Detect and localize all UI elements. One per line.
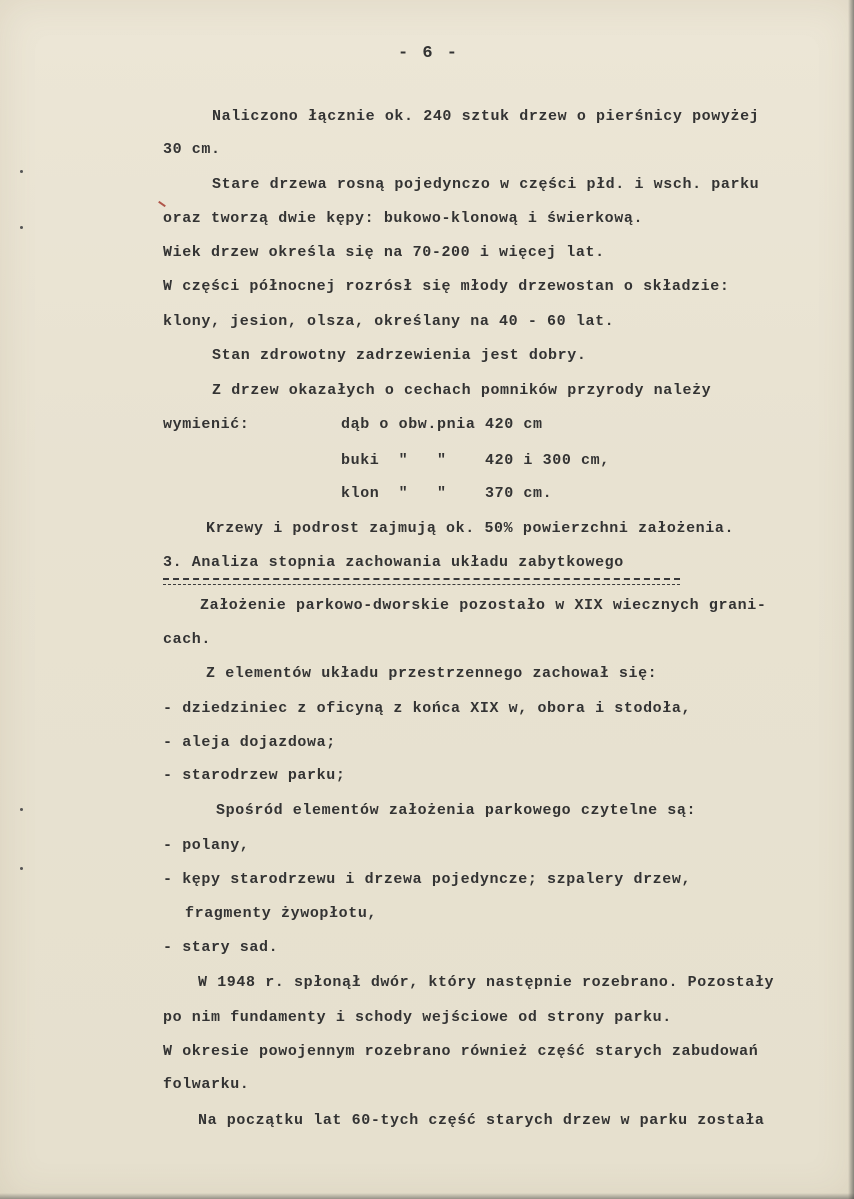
text-line: buki " " 420 i 300 cm, [341, 452, 610, 469]
text-line: Spośród elementów założenia parkowego czytelne są: [216, 802, 697, 819]
section-heading-underline [163, 578, 680, 585]
text-line: Na początku lat 60-tych część starych drzew w parku została [198, 1112, 765, 1129]
margin-dot [20, 867, 23, 870]
text-line: cach. [163, 631, 212, 648]
text-line: Stan zdrowotny zadrzewienia jest dobry. [212, 347, 587, 364]
page-edge-shadow-bottom [0, 1193, 854, 1199]
text-line: klony, jesion, olsza, określany na 40 - 60 lat. [163, 313, 615, 330]
page-edge-shadow-right [848, 0, 854, 1199]
text-line: - kępy starodrzewu i drzewa pojedyncze; szpalery drzew, [163, 871, 692, 888]
text-line: wymienić: [163, 416, 250, 433]
text-line: 30 cm. [163, 141, 221, 158]
text-line: Z elementów układu przestrzennego zachował się: [206, 665, 658, 682]
page-number: - 6 - [398, 44, 460, 63]
text-line: - aleja dojazdowa; [163, 734, 336, 751]
margin-dot [20, 808, 23, 811]
text-line: Krzewy i podrost zajmują ok. 50% powierzchni założenia. [206, 520, 735, 537]
text-line: klon " " 370 cm. [341, 485, 553, 502]
pen-mark [158, 201, 166, 207]
text-line: Naliczono łącznie ok. 240 sztuk drzew o pierśnicy powyżej [212, 108, 760, 125]
text-line: Stare drzewa rosną pojedynczo w części płd. i wsch. parku [212, 176, 760, 193]
text-line: W okresie powojennym rozebrano również część starych zabudowań [163, 1043, 759, 1060]
text-line: po nim fundamenty i schody wejściowe od strony parku. [163, 1009, 672, 1026]
text-line: oraz tworzą dwie kępy: bukowo-klonową i świerkową. [163, 210, 644, 227]
margin-dot [20, 226, 23, 229]
text-line: W 1948 r. spłonął dwór, który następnie rozebrano. Pozostały [198, 974, 775, 991]
text-line: Wiek drzew określa się na 70-200 i więcej lat. [163, 244, 605, 261]
text-line: dąb o obw.pnia 420 cm [341, 416, 543, 433]
text-line: - stary sad. [163, 939, 279, 956]
text-line: folwarku. [163, 1076, 250, 1093]
text-line: Założenie parkowo-dworskie pozostało w XIX wiecznych grani- [200, 597, 767, 614]
section-heading: 3. Analiza stopnia zachowania układu zabytkowego [163, 554, 624, 571]
text-line: fragmenty żywopłotu, [185, 905, 378, 922]
text-line: - dziedziniec z oficyną z końca XIX w, obora i stodoła, [163, 700, 692, 717]
text-line: - polany, [163, 837, 250, 854]
text-line: - starodrzew parku; [163, 767, 346, 784]
text-line: W części północnej rozrósł się młody drzewostan o składzie: [163, 278, 730, 295]
margin-dot [20, 170, 23, 173]
text-line: Z drzew okazałych o cechach pomników przyrody należy [212, 382, 712, 399]
